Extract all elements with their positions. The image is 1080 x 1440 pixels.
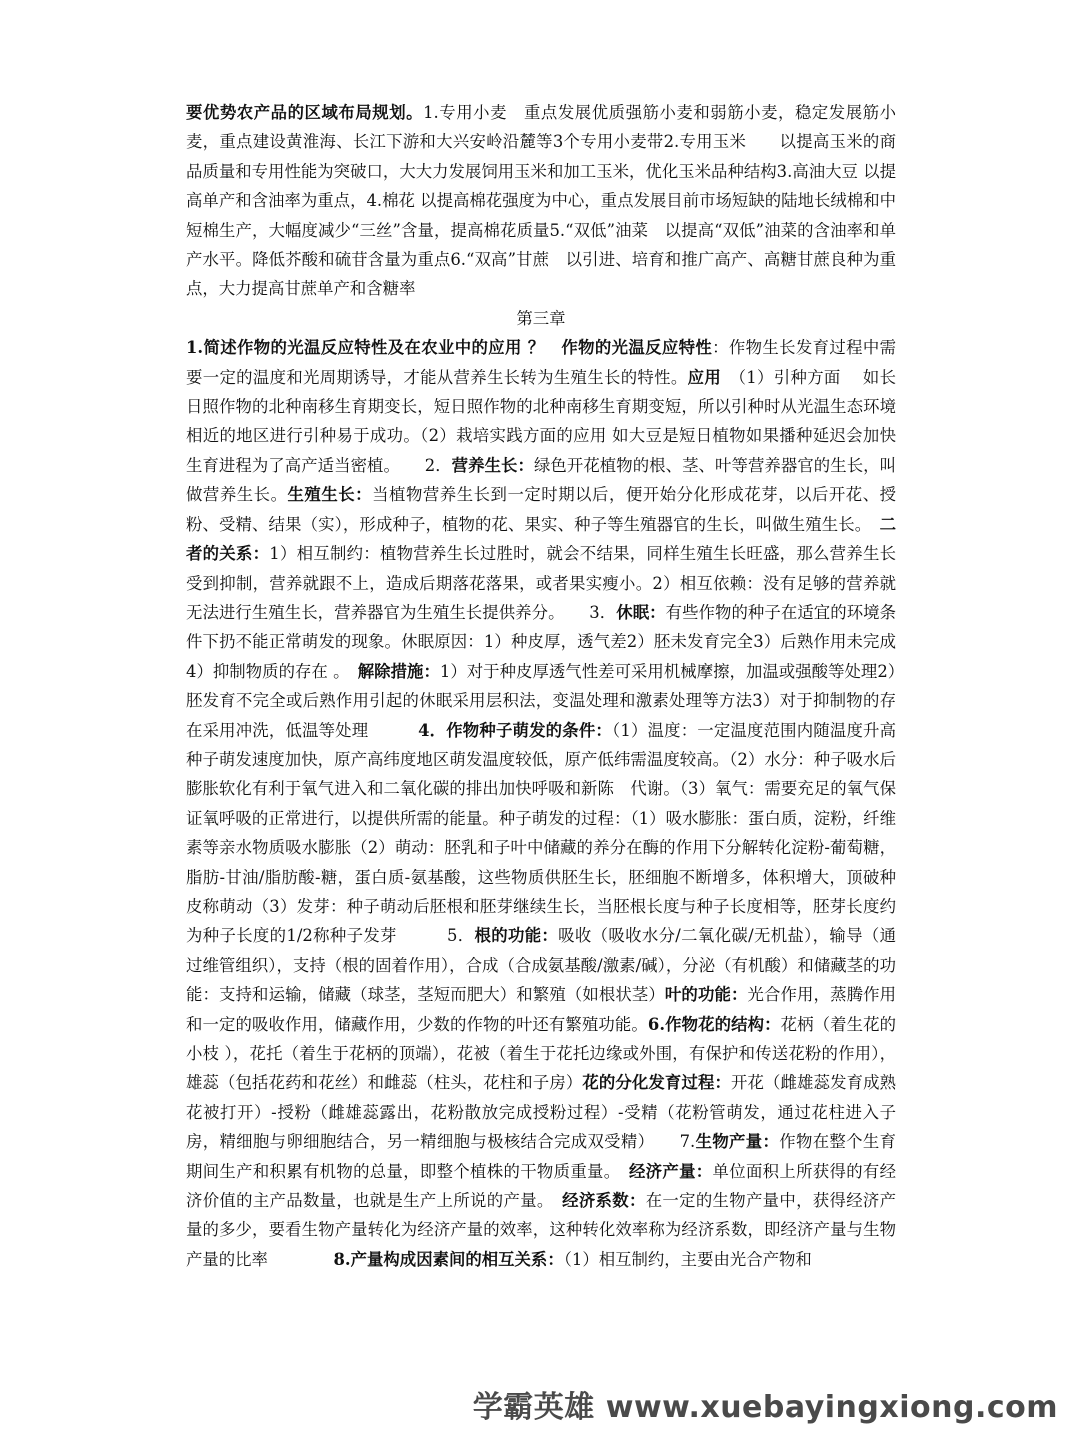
document-content	[186, 98, 896, 1274]
q7-term-economic: 经济产量：	[628, 1161, 713, 1181]
q8-text: （1）相互制约，主要由光合产物和	[563, 1249, 812, 1269]
intro-text: 1.专用小麦 重点发展优质强筋小麦和弱筋小麦，稳定发展筋小麦，重点建设黄淮海、长江下游和大兴安岭沿麓等3个专用小麦带2.专用玉米 以提高玉米的商品质量和专用性能为突破口，大大力发展饲用玉米和加工玉米，优化玉米品种结构3.高油大豆 以提高单产和含油率为重点，4.棉花 以提高棉花强度为中心，重点发展目前市场短缺的陆地长绒棉和中短棉生产，大幅度减少“三丝”含量，提高棉花质量5.“双低”油菜 以提高“双低”油菜的含油率和单产水平。降低芥酸和硫苷含量为重点6.“双高”甘蔗 以引进、培育和推广高产、高糖甘蔗良种为重点，大力提高甘蔗单产和含糖率	[186, 103, 897, 299]
q1-title: 1.简述作物的光温反应特性及在农业中的应用 ？	[186, 338, 545, 358]
q8-title: 8.产量构成因素间的相互关系：	[333, 1249, 564, 1269]
q3-term-release: 解除措施：	[357, 661, 440, 681]
q1-definition: ：作物生长发育过程中需要一定的温度和光周期诱导，才能从营养生长转为生殖生长的特性。	[186, 338, 897, 387]
q3-number: 3．	[589, 602, 617, 622]
q7-term-coefficient: 经济系数：	[562, 1191, 646, 1211]
q7-text-economic: 单位面积上所获得的有经济价值的主产品数量，也就是生产上所说的产量。	[186, 1161, 897, 1211]
chapter-title: 第三章	[516, 308, 566, 328]
q1-application-label: 应用	[687, 367, 722, 387]
intro-heading: 要优势农产品的区域布局规划。	[186, 103, 424, 122]
q5-text-leaf: 光合作用，蒸腾作用和一定的吸收作用，储藏作用，少数的作物的叶还有繁殖功能。	[186, 985, 897, 1034]
q3-text-dormancy: 有些作物的种子在适宜的环境条件下扔不能正常萌发的现象。休眠原因：1）种皮厚，透气差2）胚未发育完全3）后熟作用未完成4）抑制物质的存在 。	[186, 602, 897, 681]
q4-title: 4．作物种子萌发的条件：	[418, 720, 612, 740]
q6-text-flower: 花柄（着生花的小枝 ），花托（着生于花柄的顶端），花被（着生于花托边缘或外围，有保护和传送花粉的作用），雄蕊（包括花药和花丝）和雌蕊（柱头，花柱和子房）	[186, 1014, 896, 1093]
chapter-body	[186, 333, 896, 1274]
q1-application-text: （1）引种方面 如长日照作物的北种南移生育期变长，短日照作物的北种南移生育期变短，所以引种时从光温生态环境相近的地区进行引种易于成功。（2）栽培实践方面的应用 如大豆是短日植物如果播种延迟会加快生育进程为了高产适当密植。	[186, 367, 897, 475]
q3-text-release: 1）对于种皮厚透气性差可采用机械摩擦，加温或强酸等处理2）胚发育不完全或后熟作用引起的休眠采用层积法，变温处理和激素处理等方法3）对于抑制物的存在采用冲洗，低温等处理	[186, 661, 897, 740]
q4-text: （1）温度：一定温度范围内随温度升高种子萌发速度加快，原产高纬度地区萌发温度较低，原产低纬需温度较高。（2）水分：种子吸水后膨胀软化有利于氧气进入和二氧化碳的排出加快呼吸和新陈 代谢。（3）氧气：需要充足的氧气保证氧呼吸的正常进行，以提供所需的能量。种子萌发的过程：（1）吸水膨胀：蛋白质，淀粉，纤维素等亲水物质吸水膨胀（2）萌动：胚乳和子叶中储藏的养分在酶的作用下分解转化淀粉-葡萄糖，脂肪-甘油/脂肪酸-糖，蛋白质-氨基酸，这些物质供胚生长，胚细胞不断增多，体积增大，顶破种皮称萌动（3）发芽：种子萌动后胚根和胚芽继续生长，当胚根长度与种子长度相等，胚芽长度约为种子长度的1/2称种子发芽	[186, 720, 896, 946]
q2-text-vegetative: 绿色开花植物的根、茎、叶等营养器官的生长，叫做营养生长。	[186, 455, 897, 505]
q1-term: 作物的光温反应特性	[561, 338, 713, 358]
q2-number: 2．	[424, 455, 452, 475]
q2-term-relation: 二者的关系：	[186, 514, 896, 564]
q6-term-flower: 6.作物花的结构：	[647, 1014, 781, 1034]
q2-term-reproductive: 生殖生长：	[287, 485, 373, 505]
q2-term-vegetative: 营养生长：	[451, 455, 534, 475]
q7-text-coefficient: 在一定的生物产量中，获得经济产量的多少，要看生物产量转化为经济产量的效率，这种转化效率称为经济系数，即经济产量与生物产量的比率	[186, 1191, 897, 1269]
q3-term-dormancy: 休眠：	[616, 602, 666, 622]
q5-term-leaf: 叶的功能：	[664, 985, 748, 1005]
q5-text-root: 吸收（吸收水分/二氧化碳/无机盐），输导（通过维管组织），支持（根的固着作用），合成（合成氨基酸/激素/碱），分泌（有机酸）和储藏茎的功能：支持和运输，储藏（球茎，茎短而肥大）和繁殖（如根状茎）	[186, 926, 897, 1005]
site-watermark: 学霸英雄 www.xuebayingxiong.com	[472, 1390, 1058, 1425]
q7-term-biological: 生物产量：	[695, 1132, 780, 1152]
q5-term-root: 根的功能：	[474, 926, 559, 946]
q6-term-development: 花的分化发育过程：	[582, 1073, 731, 1093]
q7-number: 7.	[679, 1132, 696, 1152]
q5-number: 5．	[446, 926, 475, 946]
q7-text-biological: 作物在整个生育期间生产和积累有机物的总量，即整个植株的干物质重量。	[186, 1132, 897, 1181]
q6-text-development: 开花（雌雄蕊发育成熟花被打开）-授粉（雌雄蕊露出，花粉散放完成授粉过程）-受精（花粉管萌发，通过花柱进入子房，精细胞与卵细胞结合，另一精细胞与极核结合完成双受精）	[186, 1073, 897, 1152]
q2-text-reproductive: 当植物营养生长到一定时期以后，便开始分化形成花芽，以后开花、授粉、受精、结果（实），形成种子，植物的花、果实、种子等生殖器官的生长，叫做生殖生长。	[186, 485, 897, 534]
intro-paragraph	[186, 98, 896, 304]
q2-text-relation: 1）相互制约：植物营养生长过胜时，就会不结果，同样生殖生长旺盛，那么营养生长受到抑制，营养就跟不上，造成后期落花落果，或者果实瘦小。2）相互依赖：没有足够的营养就无法进行生殖生长，营养器官为生殖生长提供养分。	[186, 544, 896, 622]
